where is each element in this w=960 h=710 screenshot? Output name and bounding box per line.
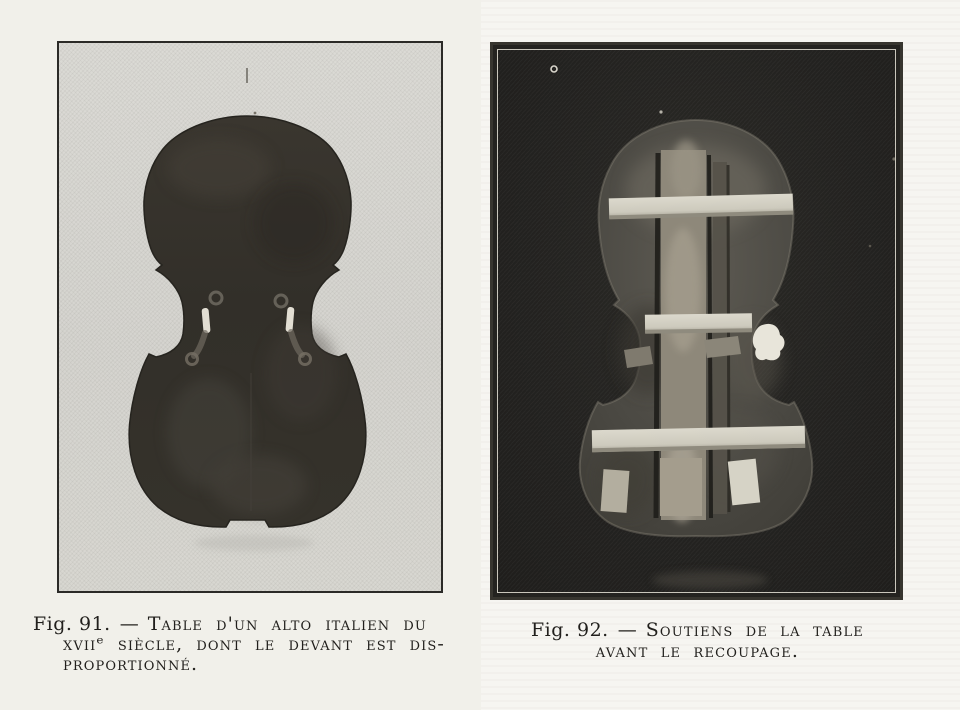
viola-front-illustration — [59, 43, 441, 591]
caption-dash: — — [617, 619, 637, 641]
figure-92-inner-border — [497, 49, 896, 593]
figure-92-caption-text-2: avant le recoupage. — [595, 640, 800, 662]
viola-table-silhouette — [129, 116, 366, 527]
figure-91-caption — [33, 614, 485, 674]
figure-91-label: Fig. 91. — [33, 613, 111, 635]
support-bar-middle — [645, 313, 752, 333]
figure-91-frame — [57, 41, 443, 593]
figure-92-caption — [492, 620, 903, 662]
body-shadow — [194, 535, 314, 551]
figure-91-caption-text-3: proportionné. — [63, 653, 199, 675]
figure-92-frame — [490, 42, 903, 600]
bottom-smudge — [652, 571, 768, 589]
table-supports-illustration — [498, 50, 895, 592]
figure-91-caption-line-1 — [33, 614, 485, 634]
figure-92-caption-text-1: Soutiens de la table — [645, 619, 864, 641]
figure-91-caption-text-1: Table d'un alto italien du — [147, 613, 427, 635]
support-bar-bottom — [592, 426, 805, 452]
figure-92-caption-line-1 — [492, 620, 903, 641]
caption-dash: — — [119, 613, 139, 635]
figure-92-label: Fig. 92. — [530, 619, 609, 641]
figure-91-caption-text-2: xviiᵉ siècle, dont le devant est dis- — [63, 633, 445, 655]
